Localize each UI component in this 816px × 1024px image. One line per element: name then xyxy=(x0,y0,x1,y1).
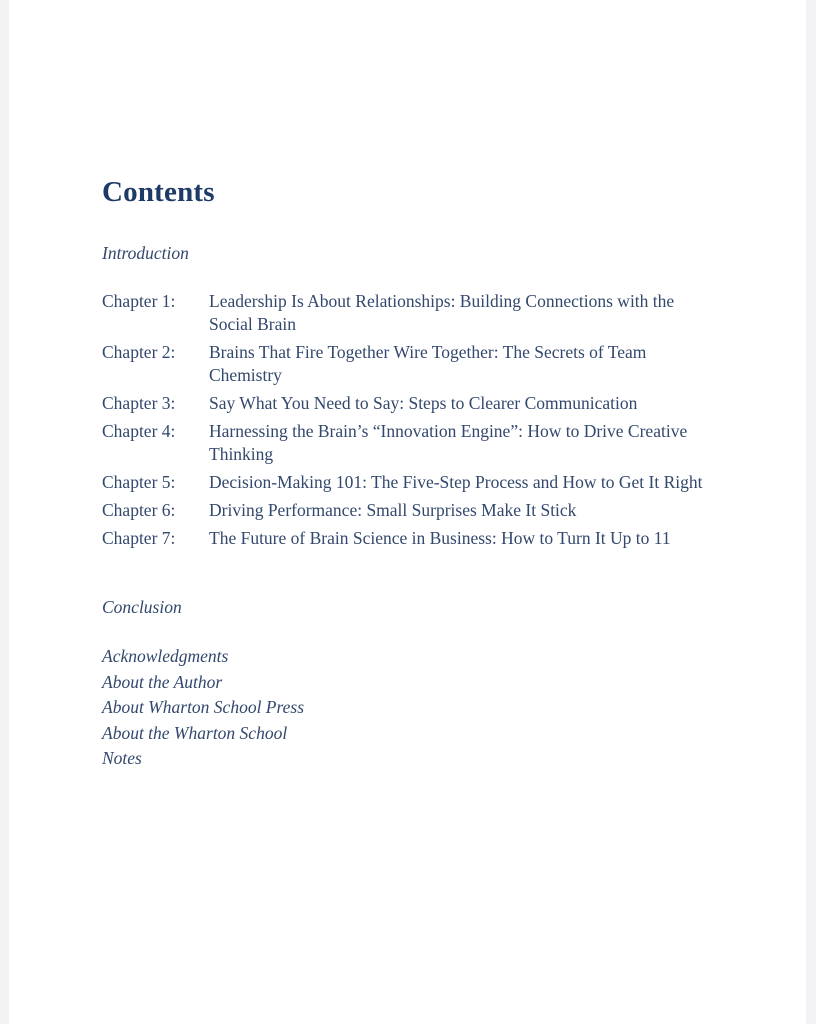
chapter-7-entry[interactable] xyxy=(102,527,742,550)
chapter-title: Brains That Fire Together Wire Together: The Secrets of Team Chemistry xyxy=(209,342,647,385)
page-title: Contents xyxy=(102,176,215,208)
toc-conclusion-link[interactable]: Conclusion xyxy=(102,597,182,617)
chapter-5-entry[interactable] xyxy=(102,471,742,494)
chapter-title: Driving Performance: Small Surprises Make It Stick xyxy=(209,500,577,520)
toc-about-author-link[interactable]: About the Author xyxy=(102,671,223,692)
toc-about-school-link[interactable]: About the Wharton School xyxy=(102,722,288,743)
document-page xyxy=(9,0,806,1024)
chapter-list xyxy=(102,290,742,555)
chapter-1-entry[interactable] xyxy=(102,290,742,336)
chapter-title: Leadership Is About Relationships: Building Connections with the Social Brain xyxy=(209,291,675,334)
chapter-title: Decision-Making 101: The Five-Step Process and How to Get It Right xyxy=(209,472,703,492)
back-matter-list xyxy=(102,644,304,772)
chapter-3-entry[interactable] xyxy=(102,392,742,415)
toc-about-press-link[interactable]: About Wharton School Press xyxy=(102,697,305,717)
chapter-number: Chapter 5: xyxy=(102,472,176,492)
toc-introduction-link[interactable]: Introduction xyxy=(102,243,189,263)
chapter-title: Harnessing the Brain’s “Innovation Engine”: How to Drive Creative Thinking xyxy=(209,421,688,464)
toc-acknowledgments-link[interactable]: Acknowledgments xyxy=(102,646,229,666)
chapter-2-entry[interactable] xyxy=(102,341,742,387)
chapter-number: Chapter 6: xyxy=(102,500,176,520)
chapter-number: Chapter 7: xyxy=(102,528,176,548)
chapter-6-entry[interactable] xyxy=(102,499,742,522)
chapter-number: Chapter 4: xyxy=(102,421,176,441)
chapter-title: The Future of Brain Science in Business: How to Turn It Up to 11 xyxy=(209,528,671,548)
chapter-number: Chapter 2: xyxy=(102,342,176,362)
chapter-number: Chapter 3: xyxy=(102,393,176,413)
chapter-title: Say What You Need to Say: Steps to Clearer Communication xyxy=(209,393,638,413)
toc-notes-link[interactable]: Notes xyxy=(102,748,142,768)
chapter-number: Chapter 1: xyxy=(102,291,176,311)
chapter-4-entry[interactable] xyxy=(102,420,742,466)
